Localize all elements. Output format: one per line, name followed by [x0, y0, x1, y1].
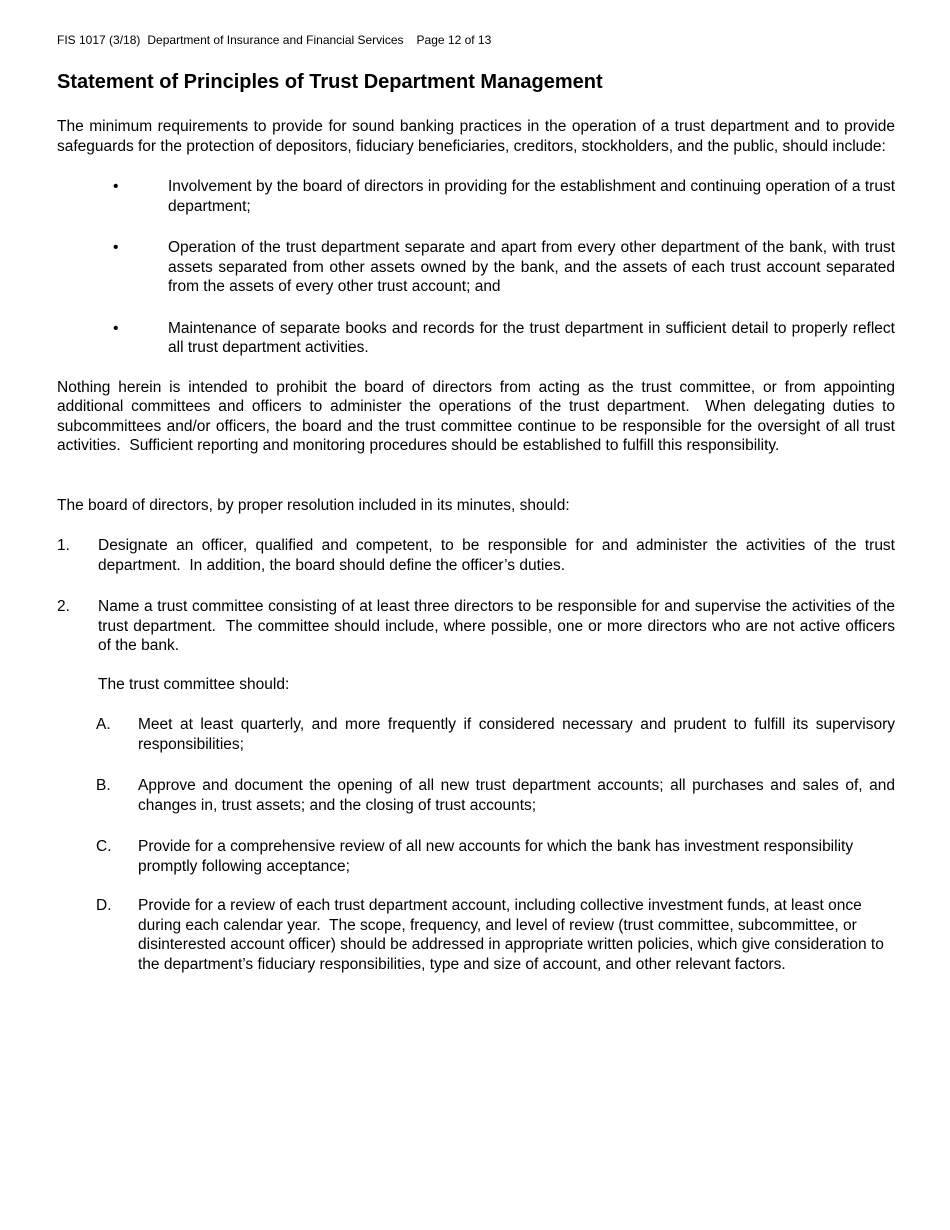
numbered-item-text: Designate an officer, qualified and competent, to be responsible for and administer the activities of the trust department. In addition, the board should define the officer’s duties.: [98, 537, 895, 574]
letter-item-d: [57, 896, 895, 974]
item-number: 1.: [57, 537, 70, 554]
department-name: Department of Insurance and Financial Services: [147, 33, 404, 47]
bullet-marker: •: [113, 319, 119, 337]
form-number: FIS 1017 (3/18): [57, 33, 141, 47]
item-letter: B.: [96, 777, 111, 794]
bullet-marker: •: [113, 178, 119, 195]
letter-item-a: [57, 715, 895, 754]
bullet-item-operation: [57, 238, 895, 297]
bullet-item-involvement: [57, 177, 895, 216]
bullet-text: Involvement by the board of directors in providing for the establishment and continuing operation of a trust department;: [168, 178, 895, 215]
bullet-item-maintenance: [57, 319, 895, 358]
letter-item-b: [57, 776, 895, 815]
letter-item-text: Meet at least quarterly, and more frequently if considered necessary and prudent to fulfill its supervisory responsibilities;: [138, 716, 895, 753]
letter-item-text: Provide for a review of each trust department account, including collective investment funds, at least once during each calendar year. The scope, frequency, and level of review (trust committee, subcommittee, or disinterested account officer) should be addressed in appropriate written policies, which give consideration to the department’s fiduciary responsibilities, type and size of account, and other relevant factors.: [138, 897, 884, 973]
numbered-item-1: [57, 536, 895, 575]
numbered-item-text: Name a trust committee consisting of at least three directors to be responsible for and supervise the activities of the trust department. The committee should include, where possible, one or more directors who are not active officers of the bank.: [98, 598, 895, 654]
intro-paragraph: The minimum requirements to provide for sound banking practices in the operation of a trust department and to provide safeguards for the protection of depositors, fiduciary beneficiaries, creditors, stockholders, and the public, should include:: [57, 118, 895, 155]
numbered-item-2: [57, 597, 895, 656]
board-lead-paragraph: The board of directors, by proper resolution included in its minutes, should:: [57, 496, 570, 514]
bullet-text: Operation of the trust department separate and apart from every other department of the bank, with trust assets separated from other assets owned by the bank, and the assets of each trust account separated from the assets of every other trust account; and: [168, 239, 895, 295]
bullet-text: Maintenance of separate books and records for the trust department in sufficient detail to properly reflect all trust department activities.: [168, 319, 895, 356]
item-letter: A.: [96, 716, 111, 733]
letter-item-text: Provide for a comprehensive review of all new accounts for which the bank has investment responsibility promptly following acceptance;: [138, 838, 854, 875]
oversight-paragraph: Nothing herein is intended to prohibit the board of directors from acting as the trust committee, or from appointing additional committees and officers to administer the operations of the trust department. When delegating duties to subcommittees and/or officers, the board and the trust committee continue to be responsible for the oversight of all trust activities. Sufficient reporting and monitoring procedures should be established to fulfill this responsibility.: [57, 378, 895, 454]
item-number: 2.: [57, 598, 70, 615]
page-header: [57, 33, 895, 47]
document-title: Statement of Principles of Trust Department Management: [57, 71, 603, 93]
letter-item-c: [57, 837, 895, 876]
letter-item-text: Approve and document the opening of all new trust department accounts; all purchases and sales of, and changes in, trust assets; and the closing of trust accounts;: [138, 777, 895, 814]
bullet-marker: •: [113, 239, 119, 256]
item-letter: D.: [96, 897, 112, 914]
page-indicator: Page 12 of 13: [416, 33, 492, 47]
trust-committee-lead: The trust committee should:: [98, 675, 290, 693]
item-letter: C.: [96, 838, 112, 855]
